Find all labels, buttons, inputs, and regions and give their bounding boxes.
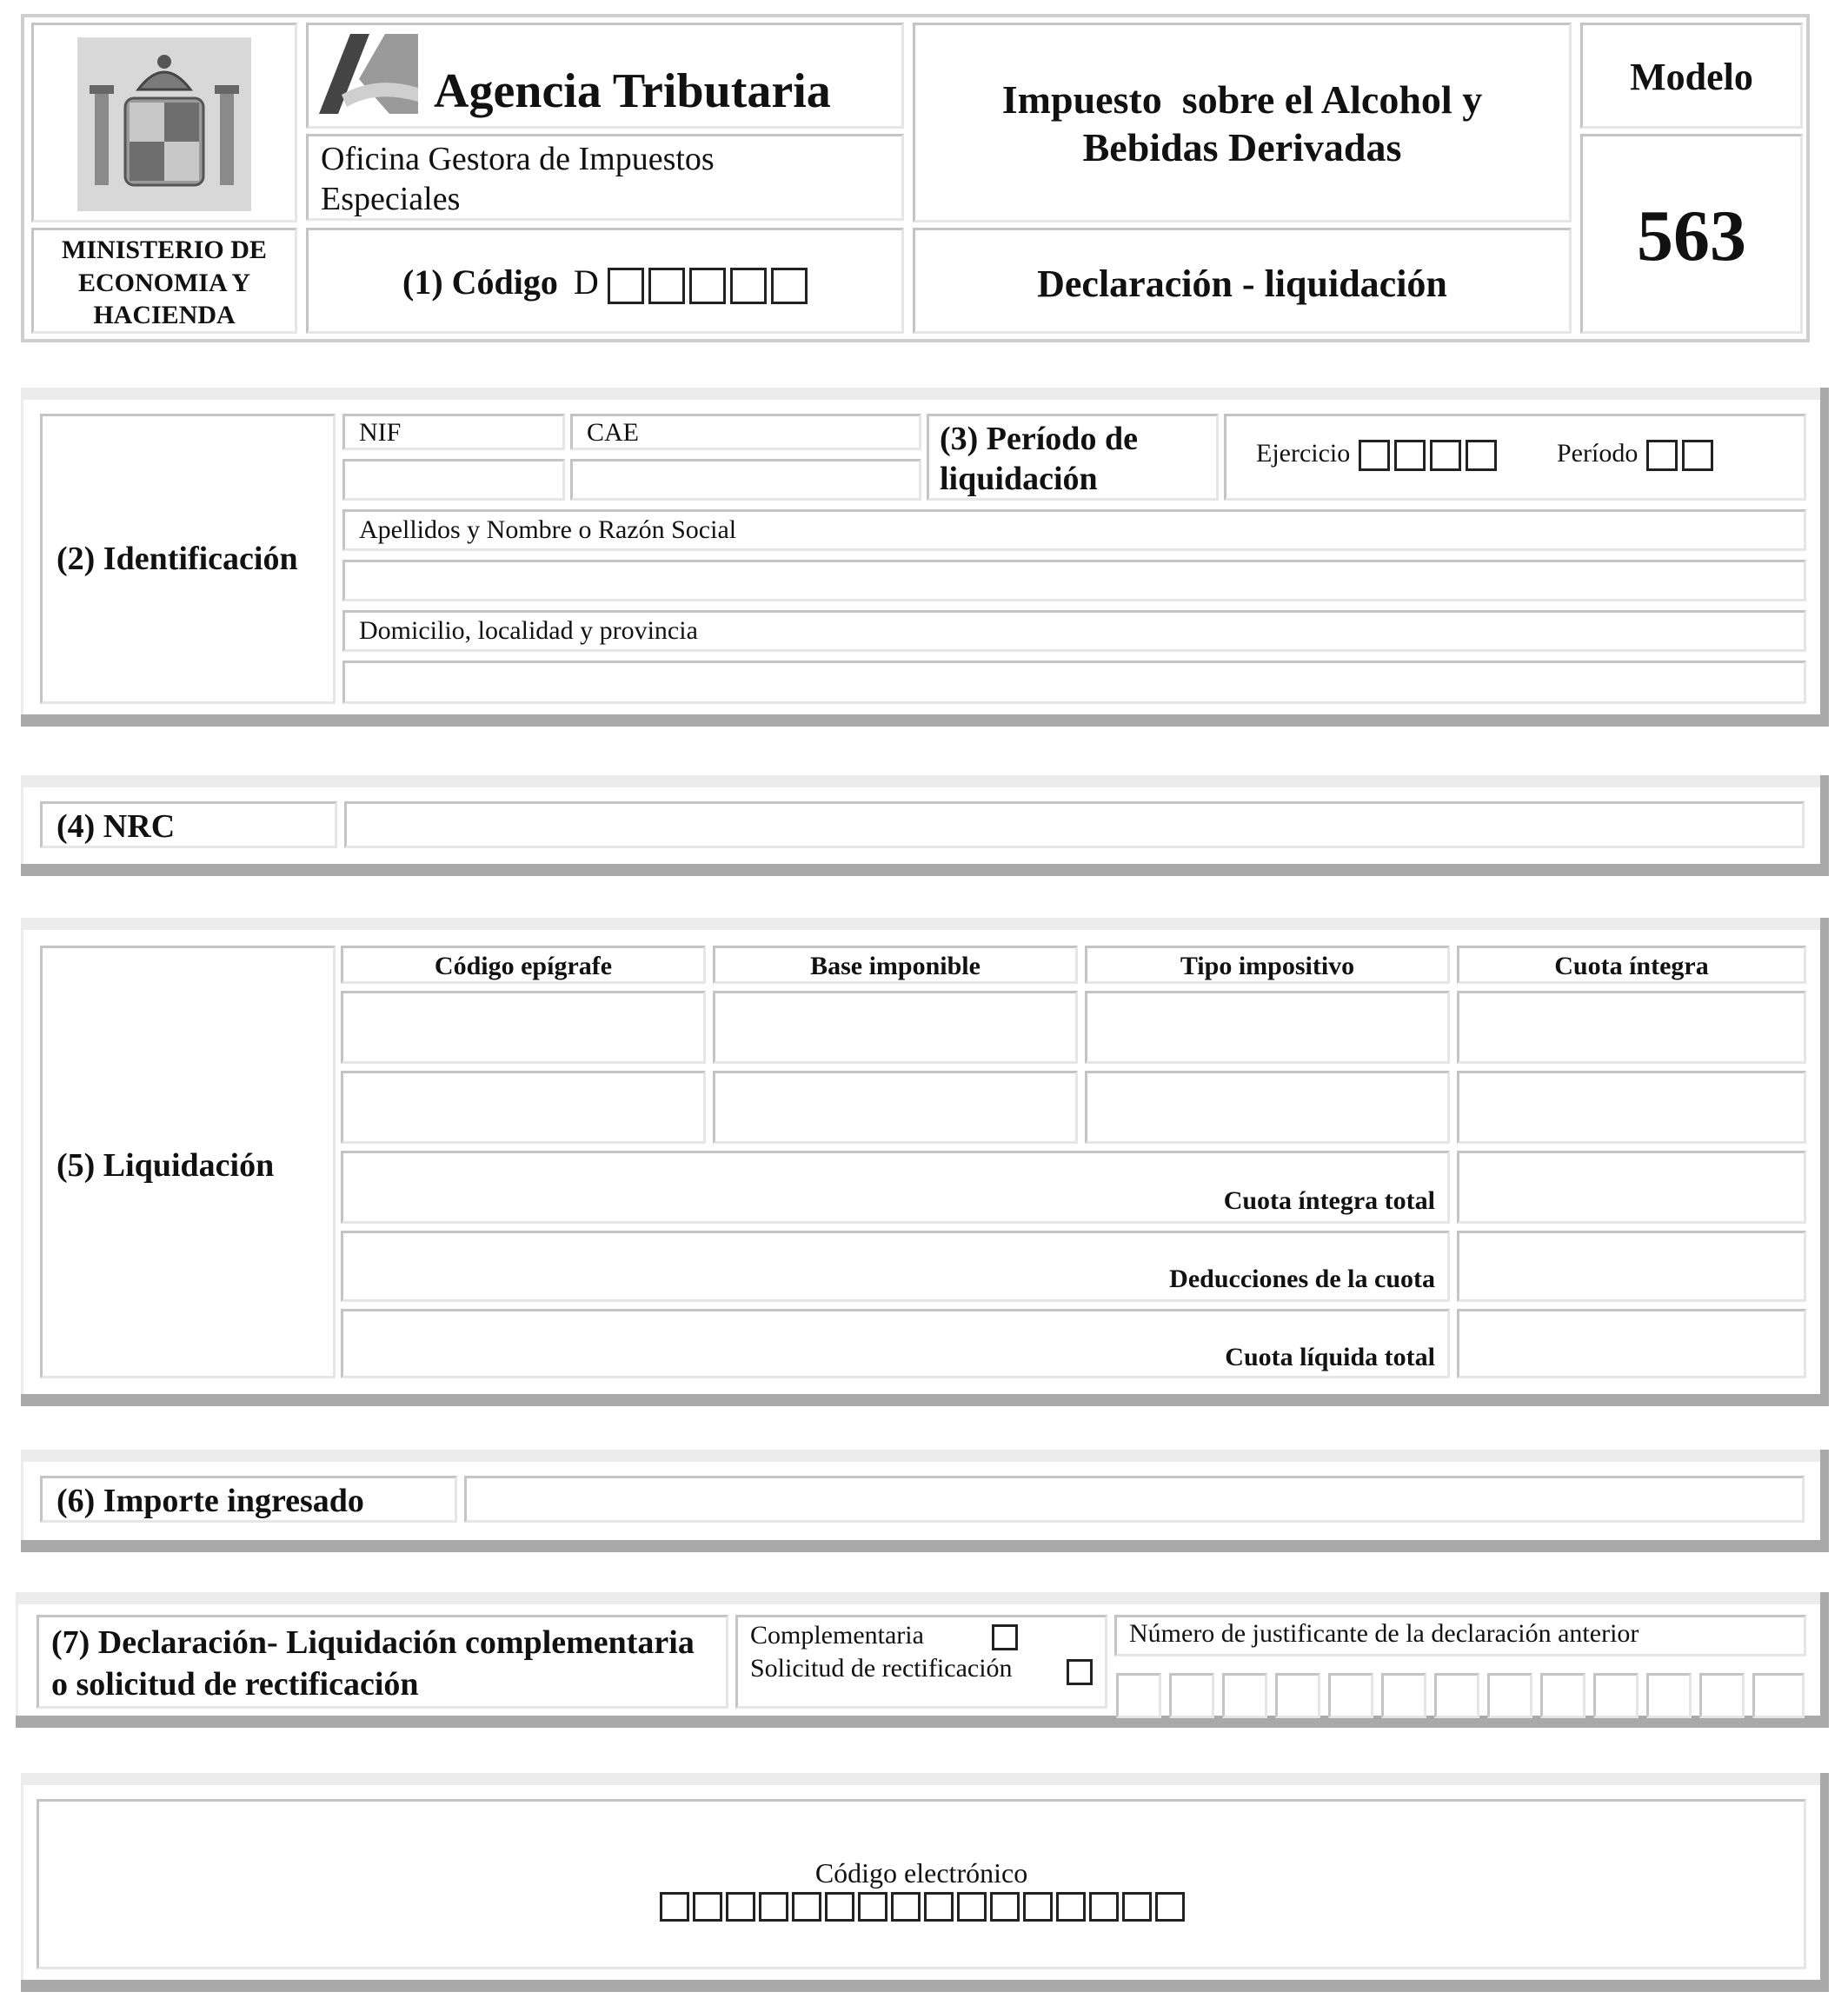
column-header-base [713,946,1078,984]
deducciones-input[interactable] [1457,1231,1806,1302]
ejercicio-row [1256,439,1501,471]
rectificacion-label: Solicitud de rectificación [750,1654,1013,1683]
period-fields-cell [1224,414,1806,501]
ministry-name: MINISTERIO DE ECONOMIA Y HACIENDA [62,236,267,329]
codigo-digit-box[interactable] [730,268,767,304]
nif-label-cell [342,414,565,450]
codigo-electronico-box[interactable] [792,1892,821,1922]
justificante-label-cell [1114,1615,1806,1656]
codigo-electronico-box[interactable] [825,1892,854,1922]
codigo-electronico-box[interactable] [891,1892,921,1922]
liquidacion-title-cell [40,946,336,1378]
nrc-title: (4) NRC [57,808,176,845]
ejercicio-digit-box[interactable] [1466,440,1497,471]
cuota-integra-total-input[interactable] [1457,1151,1806,1224]
form-type: Declaración - liquidación [1037,262,1447,305]
cuota-liquida-total-label: Cuota líquida total [1225,1343,1435,1371]
column-header-label: Código epígrafe [434,952,613,980]
codigo-epigrafe-input[interactable] [341,1071,706,1144]
base-imponible-input[interactable] [713,1071,1078,1144]
tipo-impositivo-input[interactable] [1085,1071,1450,1144]
justificante-digit-box[interactable] [1275,1673,1320,1718]
codigo-electronico-box[interactable] [990,1892,1020,1922]
cae-input[interactable] [570,459,921,501]
periodo-digit-box[interactable] [1646,440,1678,471]
modelo-label: Modelo [1630,56,1753,98]
codigo-electronico-box[interactable] [957,1892,987,1922]
codigo-row [402,262,812,304]
column-header-label: Base imponible [810,952,981,980]
modelo-label-cell [1580,23,1803,129]
importe-input[interactable] [464,1476,1805,1523]
periodo-digit-box[interactable] [1682,440,1713,471]
deducciones-label-cell [341,1231,1450,1302]
justificante-digit-box[interactable] [1328,1673,1373,1718]
justificante-digit-box[interactable] [1699,1673,1745,1718]
codigo-electronico-boxes [660,1892,1188,1922]
importe-title: (6) Importe ingresado [57,1483,364,1519]
cuota-integra-input[interactable] [1457,1071,1806,1144]
codigo-electronico-box[interactable] [1089,1892,1119,1922]
cuota-liquida-total-label-cell [341,1309,1450,1378]
codigo-electronico-box[interactable] [1122,1892,1152,1922]
codigo-electronico-label: Código electrónico [814,1857,1028,1889]
name-label-cell [342,509,1806,551]
codigo-prefix: D [573,262,599,302]
coat-of-arms-icon [77,37,251,211]
tipo-impositivo-input[interactable] [1085,991,1450,1064]
justificante-digit-box[interactable] [1116,1673,1161,1718]
complementaria-title-cell [37,1615,728,1709]
complementaria-label: Complementaria [750,1621,924,1650]
justificante-label: Número de justificante de la declaración anterior [1129,1619,1639,1648]
ejercicio-digit-box[interactable] [1430,440,1461,471]
periodo-row [1557,439,1718,471]
liquidacion-title: (5) Liquidación [57,1147,275,1184]
cae-label-cell [570,414,921,450]
complementaria-checkbox[interactable] [992,1624,1018,1650]
nif-label: NIF [359,418,402,447]
address-label: Domicilio, localidad y provincia [359,616,698,645]
base-imponible-input[interactable] [713,991,1078,1064]
identification-title: (2) Identificación [57,541,298,577]
justificante-digit-box[interactable] [1540,1673,1585,1718]
period-title: (3) Período de liquidación [940,421,1138,497]
justificante-digit-box[interactable] [1169,1673,1214,1718]
cuota-integra-input[interactable] [1457,991,1806,1064]
codigo-electronico-box[interactable] [924,1892,954,1922]
modelo-number: 563 [1637,196,1746,276]
justificante-digit-box[interactable] [1593,1673,1639,1718]
ejercicio-digit-box[interactable] [1359,440,1390,471]
codigo-digit-box[interactable] [771,268,808,304]
periodo-label: Período [1557,439,1639,468]
column-header-tipo [1085,946,1450,984]
codigo-electronico-box[interactable] [759,1892,788,1922]
deducciones-label: Deducciones de la cuota [1169,1265,1435,1293]
complementaria-options-cell [735,1615,1107,1709]
column-header-label: Tipo impositivo [1180,952,1355,980]
cuota-liquida-total-input[interactable] [1457,1309,1806,1378]
office-name: Oficina Gestora de Impuestos Especiales [321,141,715,217]
codigo-electronico-cell [37,1799,1806,1969]
nrc-input[interactable] [344,801,1805,848]
column-header-codigo [341,946,706,984]
codigo-cell [306,228,904,334]
justificante-digit-box[interactable] [1434,1673,1479,1718]
ejercicio-digit-box[interactable] [1394,440,1426,471]
codigo-digit-box[interactable] [608,268,644,304]
tax-title: Impuesto sobre el Alcohol y Bebidas Derivadas [1001,77,1492,170]
column-header-label: Cuota íntegra [1554,952,1709,980]
column-header-cuota [1457,946,1806,984]
nrc-title-cell [40,801,337,848]
codigo-epigrafe-input[interactable] [341,991,706,1064]
justificante-digit-box[interactable] [1381,1673,1426,1718]
importe-title-cell [40,1476,457,1523]
codigo-electronico-box[interactable] [858,1892,887,1922]
cae-label: CAE [587,418,639,447]
office-cell [306,134,904,221]
codigo-digit-box[interactable] [689,268,726,304]
coat-of-arms-cell [31,23,297,222]
ministry-cell [31,228,297,334]
nif-input[interactable] [342,459,565,501]
tax-title-cell [913,23,1572,222]
cuota-integra-total-label: Cuota íntegra total [1223,1186,1435,1215]
agency-cell [306,23,904,129]
agency-name: Agencia Tributaria [434,64,831,118]
form-type-cell [913,228,1572,334]
name-input[interactable] [342,560,1806,601]
address-input[interactable] [342,661,1806,704]
codigo-label: (1) Código [402,262,558,302]
agency-logo-icon [316,27,420,118]
codigo-electronico-box[interactable] [693,1892,722,1922]
rectificacion-checkbox[interactable] [1067,1659,1093,1685]
period-title-cell [927,414,1219,501]
cuota-integra-total-label-cell [341,1151,1450,1224]
codigo-electronico-box[interactable] [1023,1892,1053,1922]
address-label-cell [342,610,1806,652]
codigo-electronico-box[interactable] [660,1892,689,1922]
justificante-digit-box[interactable] [1222,1673,1267,1718]
complementaria-title: (7) Declaración- Liquidación complementaria o solicitud de rectificación [51,1624,695,1703]
codigo-electronico-box[interactable] [1056,1892,1086,1922]
identification-title-cell [40,414,336,704]
justificante-digit-box[interactable] [1646,1673,1692,1718]
modelo-number-cell [1580,134,1803,334]
codigo-digit-box[interactable] [648,268,685,304]
codigo-electronico-box[interactable] [726,1892,755,1922]
ejercicio-label: Ejercicio [1256,439,1351,468]
name-label: Apellidos y Nombre o Razón Social [359,515,737,544]
justificante-digit-box[interactable] [1752,1673,1805,1718]
justificante-digit-box[interactable] [1487,1673,1532,1718]
codigo-electronico-box[interactable] [1155,1892,1185,1922]
